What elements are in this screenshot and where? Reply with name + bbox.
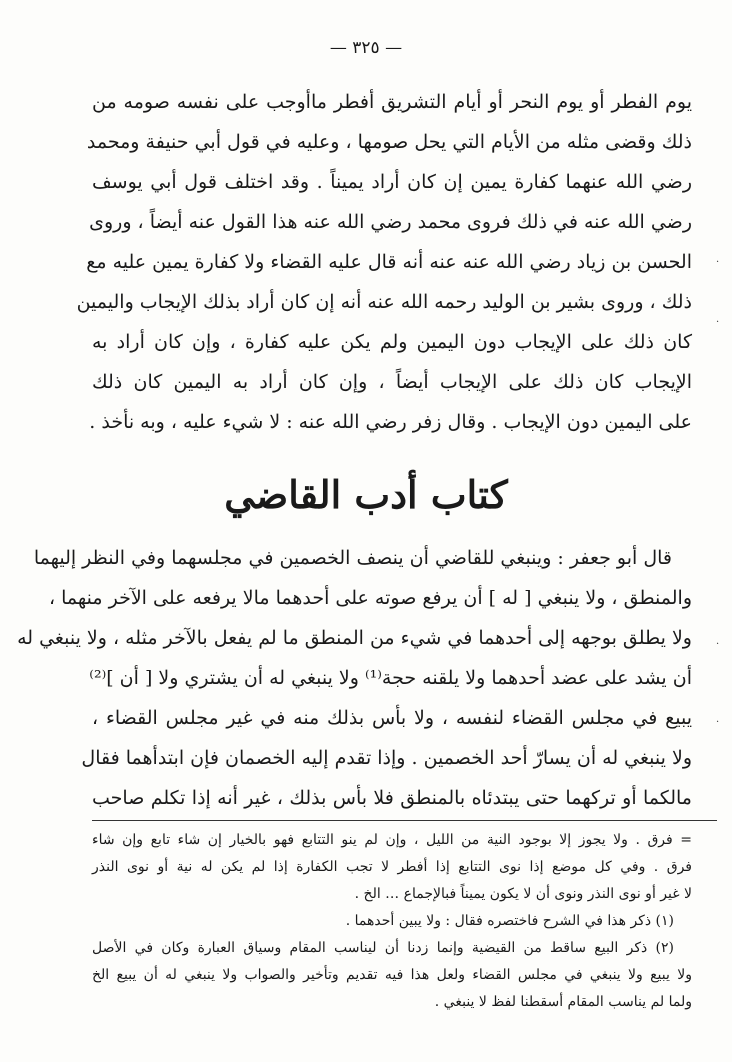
body-line: يبيع في مجلس القضاء لنفسه ، ولا بأس بذلك منه في غير مجلس القضاء ، xyxy=(92,707,692,729)
margin-mark: · xyxy=(716,317,720,328)
body-line: ولا يطلق بوجهه إلى أحدهما في شيء من المنطق ما لم يفعل بالآخر مثله ، ولا ينبغي له xyxy=(17,627,692,649)
body-line: قال أبو جعفر : وينبغي للقاضي أن ينصف الخصمين في مجلسهما وفي النظر إليهما xyxy=(33,547,672,569)
body-line: الحسن بن زياد رضي الله عنه عنه أنه قال عليه القضاء ولا كفارة يمين عليه مع xyxy=(86,251,692,273)
footnote-line: لا غير أو نوى النذر ونوى أن لا يكون يميناً فبالإجماع … الخ . xyxy=(354,886,692,902)
footnote-line: (٢) ذكر البيع ساقط من القيضية وإنما زدنا أن ليناسب المقام وسياق العبارة وكان في الأصل xyxy=(92,940,674,956)
body-line: ذلك ، وروى بشير بن الوليد رحمه الله عنه أنه إن كان أراد بذلك الإيجاب واليمين xyxy=(76,291,692,313)
body-line: الإيجاب كان ذلك على الإيجاب أيضاً ، وإن كان أراد به اليمين كان ذلك xyxy=(92,371,692,393)
body-line: والمنطق ، ولا ينبغي [ له ] أن يرفع صوته على أحدهما مالا يرفعه على الآخر منهما ، xyxy=(48,587,692,609)
body-line: كان ذلك على الإيجاب دون اليمين ولم يكن عليه كفارة ، وإن كان أراد به xyxy=(92,331,692,353)
footnote-line: = فرق . ولا يجوز إلا بوجود النية من الليل ، وإن لم ينو التتابع فهو بالخيار إن شاء تابع وإن شاء xyxy=(92,832,693,848)
body-line: ذلك وقضى مثله من الأيام التي يحل صومها ، وعليه في قول أبي حنيفة ومحمد xyxy=(86,131,692,153)
footnote-line: ولا يبيع ولا ينبغي في مجلس القضاء ولعل هذا فيه تقديم وتأخير والصواب ولا ينبغي له أن يبيع الخ xyxy=(92,967,692,983)
body-line: يوم الفطر أو يوم النحر أو أيام التشريق أفطر ماأوجب على نفسه صومه من xyxy=(92,91,692,113)
footnote-line: ولما لم يناسب المقام أسقطنا لفظ لا ينبغي . xyxy=(434,994,692,1010)
footnote-divider xyxy=(92,820,717,821)
chapter-title: كتاب أدب القاضي xyxy=(224,472,508,517)
body-line: مالكما أو تركهما حتى يبتدئاه بالمنطق فلا بأس بذلك ، غير أنه إذا تكلم صاحب xyxy=(92,787,692,809)
body-line: على اليمين دون الإيجاب . وقال زفر رضي الله عنه : لا شيء عليه ، وبه نأخذ . xyxy=(89,411,692,433)
margin-mark: · xyxy=(716,257,720,268)
body-line: رضي الله عنهما كفارة يمين إن كان أراد يميناً . وقد اختلف قول أبي يوسف xyxy=(92,171,692,193)
margin-mark: · xyxy=(716,639,720,650)
footnote-line: فرق . وفي كل موضع إذا نوى التتابع إذا أفطر لا تجب الكفارة إذا لم يكن له نية أو نوى النذر xyxy=(92,859,692,875)
margin-mark: · xyxy=(716,717,720,728)
footnote-line: (١) ذكر هذا في الشرح فاختصره فقال : ولا يبين أحدهما . xyxy=(345,913,674,929)
body-line: ولا ينبغي له أن يسارّ أحد الخصمين . وإذا تقدم إليه الخصمان فإن ابتدأهما فقال xyxy=(81,747,692,769)
body-line: رضي الله عنه في ذلك فروى محمد رضي الله عنه هذا القول عنه أيضاً ، وروى xyxy=(89,211,692,233)
body-line: أن يشد على عضد أحدهما ولا يلقنه حجة⁽¹⁾ ولا ينبغي له أن يشتري ولا [ أن ]⁽²⁾ xyxy=(89,667,692,689)
page-number: — ٣٢٥ — xyxy=(329,38,403,58)
